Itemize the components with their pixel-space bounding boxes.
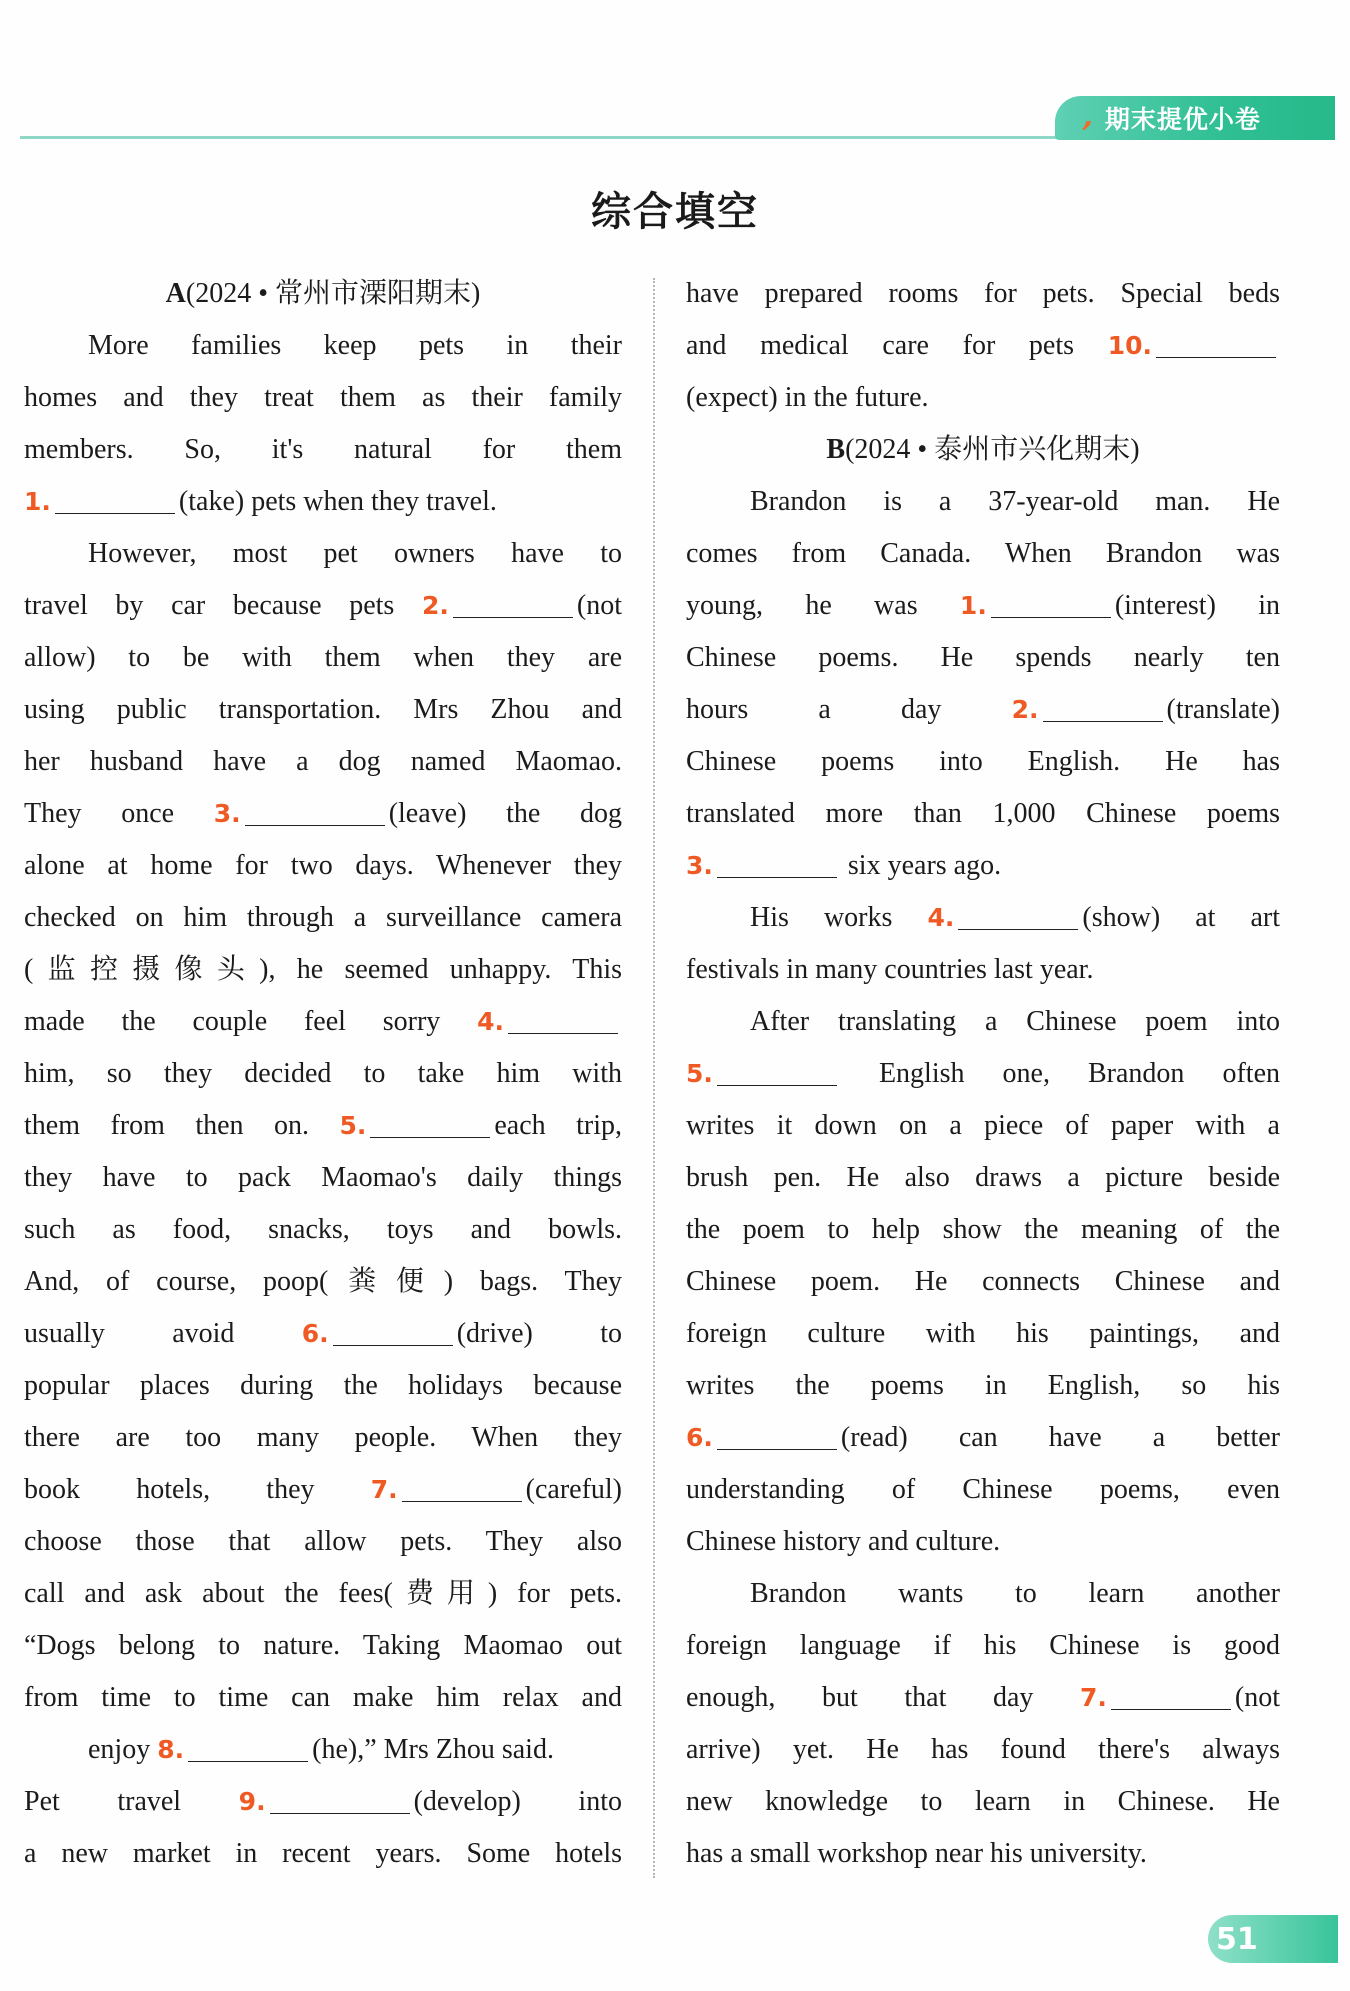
question-number: 2.	[1011, 695, 1039, 724]
line-text: enough, but that day	[686, 1682, 1080, 1713]
line-text: the poem to help show the meaning of the	[686, 1214, 1280, 1245]
answer-blank[interactable]	[717, 1055, 837, 1086]
line-text: call and ask about the fees(费用) for pets.	[24, 1578, 622, 1609]
line-text: They once	[24, 798, 214, 829]
line-text: from time to time can make him relax and	[24, 1682, 622, 1713]
text-line	[686, 268, 1280, 320]
text-line	[686, 1464, 1280, 1516]
line-text: six years ago.	[840, 850, 1002, 881]
line-text: foreign language if his Chinese is good	[686, 1630, 1280, 1661]
line-text: has a small workshop near his university.	[686, 1838, 1147, 1869]
passage-b-letter: B	[826, 434, 846, 465]
line-text: (read) can have a better	[840, 1422, 1280, 1453]
line-text: such as food, snacks, toys and bowls.	[24, 1214, 622, 1245]
answer-blank[interactable]	[1156, 327, 1276, 358]
line-text: Brandon is a 37-year-old man. He	[750, 486, 1280, 517]
page-title: 综合填空	[591, 188, 759, 235]
text-line	[24, 632, 622, 684]
text-line	[24, 476, 622, 528]
question-number: 8.	[157, 1735, 185, 1764]
line-text: Pet travel	[24, 1786, 239, 1817]
text-line	[24, 1464, 622, 1516]
text-line	[24, 1100, 622, 1152]
passage-b-column	[686, 268, 1280, 1880]
line-text: (leave) the dog	[388, 798, 622, 829]
answer-blank[interactable]	[402, 1471, 522, 1502]
text-line	[686, 1100, 1280, 1152]
header-tab	[1055, 96, 1335, 140]
passage-a-heading	[24, 268, 622, 320]
answer-blank[interactable]	[717, 1419, 837, 1450]
passage-b-heading	[686, 424, 1280, 476]
question-number: 9.	[238, 1787, 266, 1816]
text-line	[686, 372, 1280, 424]
text-line	[686, 1776, 1280, 1828]
text-line	[686, 632, 1280, 684]
text-line	[24, 1776, 622, 1828]
text-line	[686, 1204, 1280, 1256]
text-line	[686, 736, 1280, 788]
header-tag: 期末提优小卷	[1104, 105, 1261, 134]
line-text: using public transportation. Mrs Zhou and	[24, 694, 622, 725]
line-text: (expect) in the future.	[686, 382, 929, 413]
line-text: and medical care for pets	[686, 330, 1108, 361]
line-text: (develop) into	[413, 1786, 622, 1817]
question-number: 10.	[1107, 331, 1152, 360]
line-text: writes it down on a piece of paper with a	[686, 1110, 1280, 1141]
line-text: Chinese poems into English. He has	[686, 746, 1280, 777]
text-line	[686, 320, 1280, 372]
line-text: them from then on.	[24, 1110, 340, 1141]
line-text: Chinese poem. He connects Chinese and	[686, 1266, 1280, 1297]
text-line	[24, 1620, 622, 1672]
line-text: hours a day	[686, 694, 1012, 725]
text-line	[686, 944, 1280, 996]
text-line	[686, 580, 1280, 632]
text-line	[24, 580, 622, 632]
text-line	[686, 1048, 1280, 1100]
line-text: (careful)	[525, 1474, 622, 1505]
line-text: there are too many people. When they	[24, 1422, 622, 1453]
answer-blank[interactable]	[55, 483, 175, 514]
text-line	[24, 1828, 622, 1880]
passage-a-source: (2024 • 常州市溧阳期末)	[185, 278, 481, 309]
question-number: 5.	[339, 1111, 367, 1140]
text-line	[24, 1256, 622, 1308]
text-line	[24, 424, 622, 476]
line-text: him, so they decided to take him with	[24, 1058, 622, 1089]
text-line	[24, 1308, 622, 1360]
answer-blank[interactable]	[453, 587, 573, 618]
answer-blank[interactable]	[1043, 691, 1163, 722]
text-line	[686, 1360, 1280, 1412]
text-line	[24, 736, 622, 788]
line-text: More families keep pets in their	[88, 330, 622, 361]
line-text: understanding of Chinese poems, even	[686, 1474, 1280, 1505]
question-number: 4.	[927, 903, 955, 932]
line-text: travel by car because pets	[24, 590, 422, 621]
line-text: Brandon wants to learn another	[750, 1578, 1280, 1609]
passage-a-letter: A	[165, 278, 186, 309]
answer-blank[interactable]	[717, 847, 837, 878]
passage-a-body	[24, 320, 622, 1880]
line-text: foreign culture with his paintings, and	[686, 1318, 1280, 1349]
text-line	[686, 788, 1280, 840]
text-line	[24, 1152, 622, 1204]
line-text: English one, Brandon often	[840, 1058, 1280, 1089]
text-line	[686, 684, 1280, 736]
text-line	[686, 528, 1280, 580]
question-number: 3.	[213, 799, 241, 828]
line-text: members. So, it's natural for them	[24, 434, 622, 465]
question-number: 3.	[686, 851, 713, 880]
text-line	[686, 476, 1280, 528]
column-divider	[653, 278, 655, 1878]
line-text: (translate)	[1166, 694, 1280, 725]
text-line	[24, 944, 622, 996]
question-number: 6.	[686, 1423, 713, 1452]
line-text: alone at home for two days. Whenever they	[24, 850, 622, 881]
text-line	[24, 840, 622, 892]
line-text: homes and they treat them as their family	[24, 382, 622, 413]
text-line	[24, 1412, 622, 1464]
text-line	[686, 1256, 1280, 1308]
text-line	[686, 1672, 1280, 1724]
line-text: And, of course, poop(粪便) bags. They	[24, 1266, 622, 1297]
question-number: 2.	[421, 591, 449, 620]
line-text: have prepared rooms for pets. Special beds	[686, 278, 1280, 309]
text-line	[686, 1620, 1280, 1672]
line-text: (he),” Mrs Zhou said.	[312, 1734, 554, 1765]
text-line	[686, 1724, 1280, 1776]
answer-blank[interactable]	[333, 1315, 453, 1346]
line-text: each trip,	[494, 1110, 622, 1141]
line-text: Chinese poems. He spends nearly ten	[686, 642, 1280, 673]
text-line	[24, 788, 622, 840]
line-text: checked on him through a surveillance camera	[24, 902, 622, 933]
question-number: 6.	[301, 1319, 329, 1348]
line-text: translated more than 1,000 Chinese poems	[686, 798, 1280, 829]
text-line	[686, 1516, 1280, 1568]
line-text: usually avoid	[24, 1318, 302, 1349]
answer-blank[interactable]	[508, 1003, 618, 1034]
text-line	[24, 892, 622, 944]
answer-blank[interactable]	[958, 899, 1078, 930]
answer-blank[interactable]	[370, 1107, 490, 1138]
page-number: 51	[1208, 1915, 1338, 1963]
text-line	[686, 892, 1280, 944]
passage-a-column	[24, 268, 622, 1880]
line-text: writes the poems in English, so his	[686, 1370, 1280, 1401]
line-text: enjoy	[88, 1734, 158, 1765]
text-line	[24, 1568, 622, 1620]
text-line	[686, 1308, 1280, 1360]
line-text: comes from Canada. When Brandon was	[686, 538, 1280, 569]
question-number: 7.	[1079, 1683, 1107, 1712]
question-number: 1.	[24, 487, 51, 516]
header-rule	[20, 136, 1060, 139]
text-line	[24, 372, 622, 424]
line-text: (监控摄像头), he seemed unhappy. This	[24, 954, 622, 985]
line-text: (take) pets when they travel.	[178, 486, 497, 517]
text-line	[24, 1360, 622, 1412]
text-line	[686, 1828, 1280, 1880]
text-line	[24, 996, 622, 1048]
line-text: His works	[750, 902, 928, 933]
line-text: Chinese history and culture.	[686, 1526, 1001, 1557]
answer-blank[interactable]	[270, 1783, 410, 1814]
line-text: a new market in recent years. Some hotels	[24, 1838, 622, 1869]
text-line	[686, 1568, 1280, 1620]
question-number: 7.	[370, 1475, 398, 1504]
line-text: made the couple feel sorry	[24, 1006, 478, 1037]
text-line	[686, 840, 1280, 892]
question-number: 5.	[686, 1059, 713, 1088]
line-text: arrive) yet. He has found there's always	[686, 1734, 1280, 1765]
answer-blank[interactable]	[991, 587, 1111, 618]
passage-a-continued	[686, 268, 1280, 424]
passage-b-source: (2024 • 泰州市兴化期末)	[845, 434, 1140, 465]
answer-blank[interactable]	[1111, 1679, 1231, 1710]
line-text: (not	[576, 590, 622, 621]
line-text: brush pen. He also draws a picture beside	[686, 1162, 1280, 1193]
text-line	[686, 1412, 1280, 1464]
line-text: After translating a Chinese poem into	[750, 1006, 1280, 1037]
line-text: book hotels, they	[24, 1474, 371, 1505]
question-number: 1.	[959, 591, 987, 620]
answer-blank[interactable]	[188, 1731, 308, 1762]
header-mark: ,	[1079, 103, 1101, 133]
text-line	[24, 1516, 622, 1568]
line-text: choose those that allow pets. They also	[24, 1526, 622, 1557]
line-text: festivals in many countries last year.	[686, 954, 1094, 985]
text-line	[24, 1204, 622, 1256]
line-text: popular places during the holidays because	[24, 1370, 622, 1401]
line-text: (show) at art	[1082, 902, 1280, 933]
line-text: allow) to be with them when they are	[24, 642, 622, 673]
line-text: However, most pet owners have to	[88, 538, 622, 569]
line-text: her husband have a dog named Maomao.	[24, 746, 622, 777]
question-number: 4.	[477, 1007, 504, 1036]
text-line	[24, 684, 622, 736]
text-line	[686, 1152, 1280, 1204]
line-text: “Dogs belong to nature. Taking Maomao out	[24, 1630, 622, 1661]
text-line	[24, 1048, 622, 1100]
line-text: (not	[1234, 1682, 1280, 1713]
passage-b-body	[686, 476, 1280, 1880]
line-text: (interest) in	[1114, 590, 1280, 621]
text-line	[686, 996, 1280, 1048]
line-text: young, he was	[686, 590, 960, 621]
line-text: (drive) to	[456, 1318, 622, 1349]
text-line	[24, 1672, 622, 1724]
line-text: new knowledge to learn in Chinese. He	[686, 1786, 1280, 1817]
text-line	[24, 528, 622, 580]
line-text: they have to pack Maomao's daily things	[24, 1162, 622, 1193]
answer-blank[interactable]	[245, 795, 385, 826]
text-line	[24, 1724, 622, 1776]
text-line	[24, 320, 622, 372]
